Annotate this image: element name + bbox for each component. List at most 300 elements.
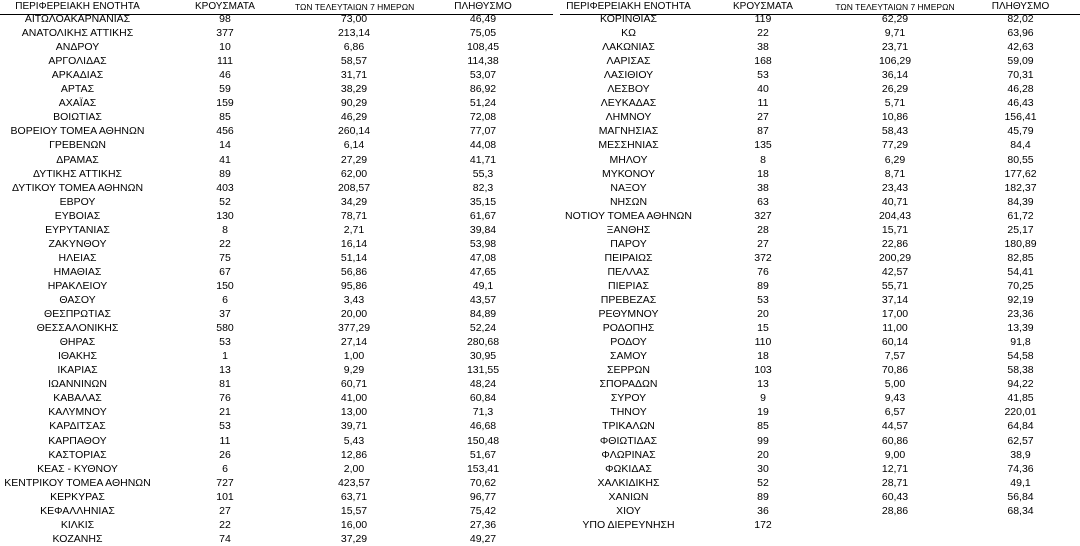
region-cell: ΚΑΡΔΙΤΣΑΣ (49, 420, 106, 433)
cases-cell: 46 (219, 69, 231, 82)
population-cell: 51,67 (469, 448, 497, 461)
cases-cell: 28 (757, 223, 769, 236)
region-cell: ΦΛΩΡΙΝΑΣ (601, 448, 656, 461)
population-cell: 56,84 (1007, 490, 1034, 503)
table-row (0, 307, 553, 321)
population-cell: 220,01 (1004, 406, 1037, 419)
table-row (560, 181, 1080, 195)
header-population: ΠΛΗΘΥΣΜΟ (991, 1, 1050, 12)
last7-cell: 377,29 (337, 322, 371, 335)
population-cell: 55,3 (472, 167, 494, 180)
region-cell: ΚΩ (621, 27, 636, 40)
region-cell: ΠΑΡΟΥ (610, 237, 647, 250)
region-cell: ΛΑΚΩΝΙΑΣ (602, 41, 655, 54)
last7-cell: 9,29 (343, 364, 365, 377)
table-row (0, 335, 553, 349)
population-cell: 80,55 (1007, 153, 1034, 166)
header-region: ΠΕΡΙΦΕΡΕΙΑΚΗ ΕΝΟΤΗΤΑ (566, 1, 691, 12)
population-cell: 47,65 (469, 265, 497, 278)
table-row (560, 96, 1080, 110)
cases-cell: 30 (757, 462, 769, 475)
cases-cell: 85 (219, 111, 231, 124)
table-row (0, 434, 553, 448)
last7-cell: 6,86 (343, 41, 365, 54)
last7-cell: 60,14 (881, 336, 909, 349)
region-cell: ΘΕΣΠΡΩΤΙΑΣ (44, 308, 111, 321)
last7-cell: 6,14 (343, 139, 365, 152)
cases-cell: 6 (222, 462, 228, 475)
population-cell: 131,55 (466, 364, 500, 377)
cases-cell: 52 (219, 195, 231, 208)
header-cases: ΚΡΟΥΣΜΑΤΑ (733, 1, 793, 12)
cases-cell: 26 (219, 448, 231, 461)
header-last7: ΤΩΝ ΤΕΛΕΥΤΑΙΩΝ 7 ΗΜΕΡΩΝ (835, 2, 955, 12)
table-row (560, 377, 1080, 391)
table-row (560, 68, 1080, 82)
population-cell: 43,57 (469, 294, 497, 306)
table-row (0, 167, 553, 181)
table-row (0, 68, 553, 82)
region-cell: ΜΗΛΟΥ (609, 153, 648, 166)
last7-cell: 90,29 (340, 97, 368, 110)
last7-cell: 5,00 (884, 378, 906, 391)
last7-cell: 62,00 (340, 167, 368, 180)
last7-cell: 16,00 (340, 518, 368, 531)
table-row (560, 462, 1080, 476)
table-row (0, 153, 553, 167)
cases-cell: 75 (219, 251, 231, 264)
table-row (0, 377, 553, 391)
table-row (560, 110, 1080, 124)
population-cell: 108,45 (466, 41, 500, 54)
population-cell: 77,07 (469, 125, 497, 138)
last7-cell: 12,86 (340, 448, 368, 461)
cases-cell: 22 (219, 518, 231, 531)
cases-cell: 67 (219, 265, 231, 278)
last7-cell: 60,43 (881, 490, 909, 503)
region-cell: ΚΕΑΣ - ΚΥΘΝΟΥ (37, 462, 118, 475)
table-row (560, 504, 1080, 518)
cases-cell: 89 (757, 279, 769, 292)
population-cell: 44,08 (469, 139, 497, 152)
region-cell: ΤΡΙΚΑΛΩΝ (602, 420, 655, 433)
cases-cell: 21 (219, 406, 231, 419)
population-cell: 75,05 (469, 27, 497, 40)
population-cell: 153,41 (466, 462, 500, 475)
region-cell: ΘΑΣΟΥ (59, 294, 96, 306)
table-row (560, 54, 1080, 68)
population-cell: 52,24 (469, 322, 497, 335)
last7-cell: 204,43 (878, 209, 912, 222)
population-cell: 59,09 (1007, 55, 1034, 68)
cases-cell: 372 (754, 251, 772, 264)
region-cell: ΚΑΡΠΑΘΟΥ (48, 434, 107, 447)
region-cell: ΛΗΜΝΟΥ (605, 111, 652, 124)
cases-cell: 27 (757, 237, 769, 250)
cases-cell: 14 (219, 139, 231, 152)
cases-cell: 27 (757, 111, 769, 124)
cases-cell: 15 (757, 322, 769, 335)
region-cell: ΣΕΡΡΩΝ (607, 364, 650, 377)
population-cell: 82,02 (1007, 13, 1034, 25)
population-cell: 46,28 (1007, 83, 1034, 96)
table-row (0, 476, 553, 490)
region-cell: ΜΕΣΣΗΝΙΑΣ (598, 139, 659, 152)
region-cell: ΣΥΡΟΥ (610, 392, 647, 405)
region-cell: ΞΑΝΘΗΣ (606, 223, 651, 236)
last7-cell: 70,86 (881, 364, 909, 377)
table-row (560, 490, 1080, 504)
population-cell: 70,31 (1007, 69, 1034, 82)
table-row (0, 504, 553, 518)
table-row (560, 223, 1080, 237)
cases-cell: 130 (216, 209, 234, 222)
region-cell: ΒΟΙΩΤΙΑΣ (53, 111, 102, 124)
last7-cell: 41,00 (340, 392, 368, 405)
cases-cell: 19 (757, 406, 769, 419)
region-cell: ΡΕΘΥΜΝΟΥ (598, 308, 659, 321)
region-cell: ΠΡΕΒΕΖΑΣ (600, 294, 657, 306)
last7-cell: 23,43 (881, 181, 909, 194)
region-cell: ΑΡΚΑΔΙΑΣ (51, 69, 104, 82)
region-cell: ΚΑΣΤΟΡΙΑΣ (48, 448, 107, 461)
population-cell: 68,34 (1007, 504, 1034, 517)
table-row (0, 195, 553, 209)
region-cell: ΛΕΥΚΑΔΑΣ (600, 97, 657, 110)
table-row (0, 265, 553, 279)
population-cell: 46,68 (469, 420, 497, 433)
table-row (0, 518, 553, 532)
cases-cell: 377 (216, 27, 234, 40)
region-cell: ΑΧΑΪΑΣ (58, 97, 97, 110)
region-cell: ΘΕΣΣΑΛΟΝΙΚΗΣ (36, 322, 119, 335)
cases-cell: 22 (219, 237, 231, 250)
cases-cell: 89 (219, 167, 231, 180)
population-cell: 64,84 (1007, 420, 1034, 433)
cases-cell: 111 (217, 55, 233, 68)
table-row (560, 391, 1080, 405)
cases-cell: 37 (219, 308, 231, 321)
table-row (0, 405, 553, 419)
table-row (0, 124, 553, 138)
population-cell: 75,42 (469, 504, 497, 517)
cases-cell: 38 (757, 181, 769, 194)
cases-cell: 11 (757, 97, 769, 110)
region-cell: ΑΝΑΤΟΛΙΚΗΣ ΑΤΤΙΚΗΣ (21, 27, 134, 40)
population-cell: 92,19 (1007, 294, 1034, 306)
last7-cell: 5,71 (884, 97, 906, 110)
region-cell: ΕΥΒΟΙΑΣ (54, 209, 101, 222)
population-cell: 86,92 (469, 83, 497, 96)
region-cell: ΕΥΡΥΤΑΝΙΑΣ (45, 223, 110, 236)
table-row (560, 363, 1080, 377)
cases-cell: 135 (754, 139, 772, 152)
last7-cell: 20,00 (340, 308, 368, 321)
table-row (0, 223, 553, 237)
last7-cell: 208,57 (337, 181, 371, 194)
population-cell: 96,77 (469, 490, 497, 503)
cases-cell: 18 (757, 167, 769, 180)
region-cell: ΑΡΤΑΣ (60, 83, 95, 96)
cases-cell: 10 (219, 41, 231, 54)
region-cell: ΛΑΣΙΘΙΟΥ (603, 69, 654, 82)
population-cell: 63,96 (1007, 27, 1034, 40)
population-cell: 156,41 (1004, 111, 1037, 124)
last7-cell: 200,29 (878, 251, 912, 264)
population-cell: 82,85 (1007, 251, 1034, 264)
last7-cell: 62,29 (881, 13, 909, 25)
region-cell: ΛΑΡΙΣΑΣ (606, 55, 651, 68)
cases-cell: 8 (222, 223, 228, 236)
cases-cell: 168 (754, 55, 772, 68)
population-cell: 94,22 (1007, 378, 1034, 391)
region-cell: ΘΗΡΑΣ (59, 336, 96, 349)
table-row (0, 419, 553, 433)
population-cell: 182,37 (1004, 181, 1037, 194)
table-row (560, 349, 1080, 363)
population-cell: 23,36 (1007, 308, 1034, 321)
last7-cell: 1,00 (343, 350, 365, 363)
region-cell: ΚΕΦΑΛΛΗΝΙΑΣ (40, 504, 115, 517)
last7-cell: 5,43 (343, 434, 365, 447)
table-row (0, 251, 553, 265)
table-row (560, 419, 1080, 433)
cases-cell: 580 (216, 322, 234, 335)
last7-cell: 39,71 (340, 420, 368, 433)
population-cell: 82,3 (472, 181, 494, 194)
table-row (560, 279, 1080, 293)
region-cell: ΓΡΕΒΕΝΩΝ (49, 139, 106, 152)
region-cell: ΙΚΑΡΙΑΣ (57, 364, 98, 377)
region-cell: ΗΛΕΙΑΣ (58, 251, 97, 264)
table-row (0, 40, 553, 54)
region-cell: ΚΟΖΑΝΗΣ (52, 532, 103, 545)
cases-cell: 99 (757, 434, 769, 447)
population-cell: 25,17 (1007, 223, 1034, 236)
last7-cell: 60,71 (340, 378, 368, 391)
table-row (560, 405, 1080, 419)
region-cell: ΖΑΚΥΝΘΟΥ (48, 237, 107, 250)
cases-cell: 9 (760, 392, 766, 405)
population-cell: 177,62 (1004, 167, 1037, 180)
table-row (560, 195, 1080, 209)
table-row (0, 321, 553, 335)
population-cell: 53,07 (469, 69, 497, 82)
table-row (560, 167, 1080, 181)
cases-cell: 53 (219, 336, 231, 349)
cases-cell: 59 (219, 83, 231, 96)
table-row (560, 476, 1080, 490)
population-cell: 41,71 (469, 153, 497, 166)
cases-cell: 13 (757, 378, 769, 391)
population-cell: 58,38 (1007, 364, 1034, 377)
cases-cell: 53 (219, 420, 231, 433)
cases-cell: 74 (219, 532, 231, 545)
region-cell: ΔΡΑΜΑΣ (56, 153, 99, 166)
last7-cell: 78,71 (340, 209, 368, 222)
last7-cell: 13,00 (340, 406, 368, 419)
population-cell: 48,24 (469, 378, 497, 391)
cases-cell: 159 (216, 97, 234, 110)
table-row (0, 110, 553, 124)
cases-cell: 6 (222, 294, 228, 306)
last7-cell: 15,71 (881, 223, 909, 236)
last7-cell: 26,29 (881, 83, 909, 96)
population-cell: 61,67 (469, 209, 497, 222)
last7-cell: 46,29 (340, 111, 368, 124)
last7-cell: 6,57 (884, 406, 906, 419)
header-region: ΠΕΡΙΦΕΡΕΙΑΚΗ ΕΝΟΤΗΤΑ (15, 1, 140, 12)
region-cell: ΡΟΔΟΠΗΣ (602, 322, 655, 335)
last7-cell: 37,29 (340, 532, 368, 545)
cases-cell: 327 (754, 209, 772, 222)
cases-cell: 63 (757, 195, 769, 208)
cases-cell: 81 (219, 378, 231, 391)
population-cell: 47,08 (469, 251, 497, 264)
table-row (0, 82, 553, 96)
region-cell: ΜΑΓΝΗΣΙΑΣ (598, 125, 659, 138)
header-population: ΠΛΗΘΥΣΜΟ (454, 1, 512, 12)
last7-cell: 44,57 (881, 420, 909, 433)
cases-cell: 20 (757, 448, 769, 461)
population-cell: 150,48 (466, 434, 500, 447)
region-cell: ΠΙΕΡΙΑΣ (608, 279, 649, 292)
cases-cell: 150 (216, 279, 234, 292)
table-row (560, 448, 1080, 462)
table-row (560, 26, 1080, 40)
last7-cell: 95,86 (340, 279, 368, 292)
header-last7: ΤΩΝ ΤΕΛΕΥΤΑΙΩΝ 7 ΗΜΕΡΩΝ (295, 2, 415, 12)
table-row (560, 209, 1080, 223)
table-row (0, 391, 553, 405)
region-cell: ΣΑΜΟΥ (609, 350, 648, 363)
table-row (0, 96, 553, 110)
region-cell: ΔΥΤΙΚΟΥ ΤΟΜΕΑ ΑΘΗΝΩΝ (11, 181, 144, 194)
cases-cell: 110 (754, 336, 772, 349)
population-cell: 53,98 (469, 237, 497, 250)
table-row (0, 181, 553, 195)
region-cell: ΑΡΓΟΛΙΔΑΣ (48, 55, 107, 68)
cases-cell: 18 (757, 350, 769, 363)
table-row (0, 26, 553, 40)
population-cell: 70,25 (1007, 279, 1034, 292)
table-row (0, 12, 553, 26)
table-row (0, 209, 553, 223)
cases-cell: 1 (222, 350, 228, 363)
population-cell: 62,57 (1007, 434, 1034, 447)
cases-cell: 727 (216, 476, 234, 489)
cases-cell: 403 (216, 181, 234, 194)
last7-cell: 6,29 (884, 153, 906, 166)
population-cell: 84,89 (469, 308, 497, 321)
last7-cell: 2,71 (343, 223, 365, 236)
region-cell: ΙΩΑΝΝΙΝΩΝ (48, 378, 107, 391)
table-row (560, 138, 1080, 152)
last7-cell: 9,00 (884, 448, 906, 461)
population-cell: 60,84 (469, 392, 497, 405)
last7-cell: 60,86 (881, 434, 909, 447)
cases-cell: 40 (757, 83, 769, 96)
population-cell: 46,49 (469, 13, 497, 25)
cases-cell: 8 (760, 153, 766, 166)
table-row (560, 434, 1080, 448)
last7-cell: 15,57 (340, 504, 368, 517)
last7-cell: 38,29 (340, 83, 368, 96)
last7-cell: 106,29 (878, 55, 912, 68)
population-cell: 49,1 (472, 279, 494, 292)
table-row (0, 490, 553, 504)
table-row (560, 40, 1080, 54)
table-row (560, 321, 1080, 335)
population-cell: 280,68 (466, 336, 500, 349)
region-cell: ΒΟΡΕΙΟΥ ΤΟΜΕΑ ΑΘΗΝΩΝ (10, 125, 145, 138)
region-cell: ΡΟΔΟΥ (610, 336, 647, 349)
region-cell: ΚΕΝΤΡΙΚΟΥ ΤΟΜΕΑ ΑΘΗΝΩΝ (4, 476, 151, 489)
population-cell: 35,15 (469, 195, 497, 208)
region-cell: ΑΙΤΩΛΟΑΚΑΡΝΑΝΙΑΣ (24, 13, 131, 25)
table-row (560, 82, 1080, 96)
region-cell: ΧΙΟΥ (616, 504, 641, 517)
last7-cell: 51,14 (340, 251, 368, 264)
region-cell: ΚΙΛΚΙΣ (60, 518, 95, 531)
table-row (0, 138, 553, 152)
last7-cell: 11,00 (882, 322, 908, 335)
cases-cell: 98 (219, 13, 231, 25)
population-cell: 49,27 (469, 532, 497, 545)
region-cell: ΧΑΛΚΙΔΙΚΗΣ (597, 476, 660, 489)
region-cell: ΜΥΚΟΝΟΥ (601, 167, 655, 180)
last7-cell: 8,71 (884, 167, 906, 180)
table-row (560, 251, 1080, 265)
last7-cell: 9,71 (884, 27, 906, 40)
region-cell: ΧΑΝΙΩΝ (608, 490, 649, 503)
region-cell: ΝΗΣΩΝ (609, 195, 648, 208)
cases-cell: 119 (754, 13, 772, 25)
region-cell: ΚΑΛΥΜΝΟΥ (48, 406, 107, 419)
population-cell: 74,36 (1007, 462, 1034, 475)
cases-cell: 76 (757, 265, 769, 278)
population-cell: 13,39 (1007, 322, 1034, 335)
last7-cell: 213,14 (337, 27, 371, 40)
population-cell: 41,85 (1007, 392, 1034, 405)
region-cell: ΗΡΑΚΛΕΙΟΥ (47, 279, 108, 292)
table-row (560, 265, 1080, 279)
region-cell: ΑΝΔΡΟΥ (55, 41, 100, 54)
table-row (560, 293, 1080, 307)
population-cell: 71,3 (472, 406, 494, 419)
region-cell: ΝΑΞΟΥ (610, 181, 647, 194)
region-cell: ΗΜΑΘΙΑΣ (53, 265, 102, 278)
last7-cell: 17,00 (881, 308, 909, 321)
last7-cell: 10,86 (881, 111, 909, 124)
last7-cell: 77,29 (881, 139, 909, 152)
region-cell: ΠΕΙΡΑΙΩΣ (604, 251, 653, 264)
last7-cell: 28,71 (881, 476, 909, 489)
region-cell: ΦΘΙΩΤΙΔΑΣ (599, 434, 658, 447)
cases-cell: 172 (754, 518, 772, 531)
cases-cell: 27 (219, 504, 231, 517)
population-cell: 42,63 (1007, 41, 1034, 54)
last7-cell: 42,57 (881, 265, 909, 278)
last7-cell: 40,71 (881, 195, 909, 208)
population-cell: 46,43 (1007, 97, 1034, 110)
table-row (0, 349, 553, 363)
table-row (560, 124, 1080, 138)
population-cell: 45,79 (1007, 125, 1034, 138)
cases-cell: 11 (219, 434, 231, 447)
cases-cell: 53 (757, 69, 769, 82)
region-cell: ΠΕΛΛΑΣ (607, 265, 650, 278)
